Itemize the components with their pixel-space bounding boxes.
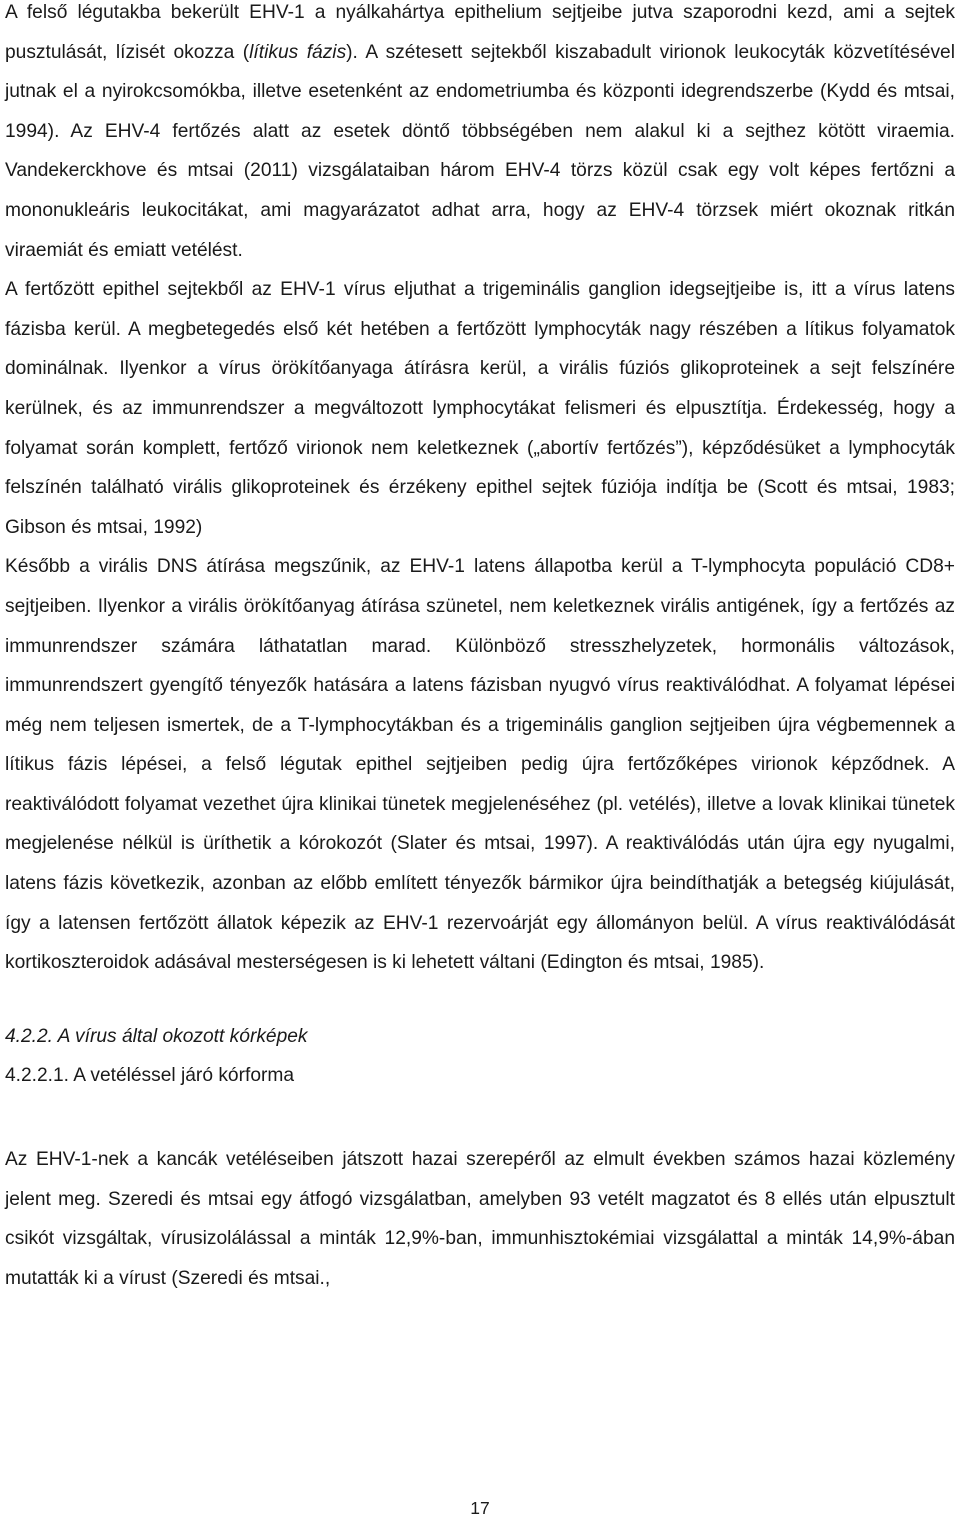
section-heading: 4.2.2. A vírus által okozott kórképek [5,1025,308,1047]
page-number: 17 [470,1498,490,1518]
paragraph-pathogenesis [5,0,955,270]
text-run: ). A szétesett sejtekből kiszabadult virionok leukocyták közvetítésével jutnak el a nyirokcsomókba, illetve esetenként az endometriumba és központi idegrendszerbe (Kydd és mtsai, 1994). Az EHV-4 fertőzés alatt az esetek döntő többségében nem alakul ki a sejthez kötött viraemia. Vandekerckhove és mtsai (2011) vizsgálataiban három EHV-4 törzs közül csak egy volt képes fertőzni a mononukleáris leukocitákat, ami magyarázatot adhat arra, hogy az EHV-4 törzsek miért okoznak ritkán viraemiát és emiatt vetélést. [5,41,955,261]
document-page [5,0,955,1298]
subsection-heading: 4.2.2.1. A vetéléssel járó kórforma [5,1065,295,1087]
text-run: A fertőzött epithel sejtekből az EHV-1 vírus eljuthat a trigeminális ganglion idegsejtjeibe is, itt a vírus latens fázisba kerül. A megbetegedés első két hetében a fertőzött lymphocyták nagy részében a lítikus folyamatok dominálnak. Ilyenkor a vírus örökítőanyaga átírásra kerül, a virális fúziós glikoproteinek a sejt felszínére kerülnek, és az immunrendszer a megváltozott lymphocytákat felismeri és elpusztítja. Érdekesség, hogy a folyamat során komplett, fertőző virionok nem keletkeznek („abortív fertőzés”), képződésüket a lymphocyták felszínén található virális glikoproteinek és érzékeny epithel sejtek fúziója indítja be (Scott és mtsai, 1983; Gibson és mtsai, 1992) [5,279,955,538]
text-run: Az EHV-1-nek a kancák vetéléseiben játszott hazai szerepéről az elmult években számos hazai közlemény jelent meg. Szeredi és mtsai egy átfogó vizsgálatban, amelyben 93 vetélt magzatot és 8 ellés után elpusztult csikót vizsgáltak, vírusizolálással a minták 12,9%-ban, immunhisztokémiai vizsgálattal a minták 14,9%-ában mutatták ki a vírust (Szeredi és mtsai., [5,1149,955,1289]
italic-term: lítikus fázis [249,41,347,63]
text-run: A felső légutakba bekerült EHV-1 a nyálkahártya epithelium sejtjeibe jutva szaporodni kezd, ami a sejtek pusztulását, lízisét okozza ( [5,2,955,63]
paragraph-latency [5,270,955,547]
paragraph-reactivation [5,547,955,983]
paragraph-abortion-studies [5,1140,955,1298]
text-run: Később a virális DNS átírása megszűnik, az EHV-1 latens állapotba kerül a T-lymphocyta populáció CD8+ sejtjeiben. Ilyenkor a virális örökítőanyag átírása szünetel, nem keletkeznek virális antigének, így a fertőzés az immunrendszer számára láthatatlan marad. Különböző stresszhelyzetek, hormonális változások, immunrendszert gyengítő tényezők hatására a latens fázisban nyugvó vírus reaktiválódhat. A folyamat lépései még nem teljesen ismertek, de a T-lymphocytákban és a trigeminális ganglion sejtjeiben újra végbemennek a lítikus fázis lépései, a felső légutak epithel sejtjeiben pedig újra fertőzőképes virionok képződnek. A reaktiválódott folyamat vezethet újra klinikai tünetek megjelenéséhez (pl. vetélés), illetve a lovak klinikai tünetek megjelenése nélkül is üríthetik a kórokozót (Slater és mtsai, 1997). A reaktiválódás után újra egy nyugalmi, latens fázis következik, azonban az előbb említett tényezők bármikor újra beindíthatják a betegség kiújulását, így a latensen fertőzött állatok képezik az EHV-1 rezervoárját egy állományon belül. A vírus reaktiválódását kortikoszteroidok adásával mesterségesen is ki lehetett váltani (Edington és mtsai, 1985). [5,556,955,974]
